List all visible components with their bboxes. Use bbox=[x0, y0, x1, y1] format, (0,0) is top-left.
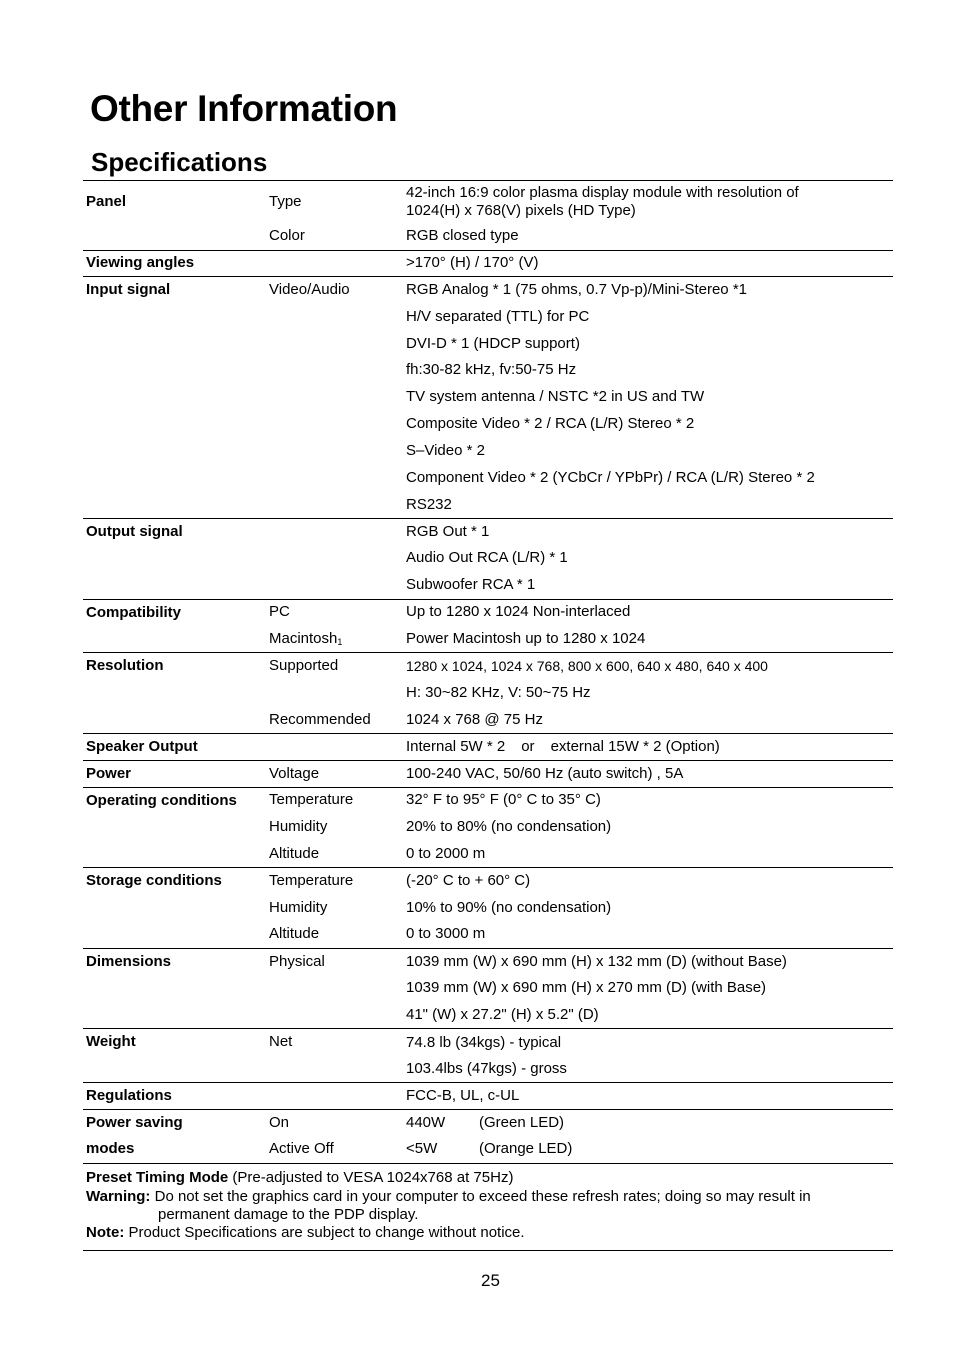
spec-value-regulations: FCC-B, UL, c-UL bbox=[406, 1087, 520, 1104]
spec-value-temperature: 32° F to 95° F (0° C to 35° C) bbox=[406, 791, 601, 808]
footnote-marker: 1 bbox=[337, 637, 343, 647]
spec-label-weight: Weight bbox=[86, 1033, 136, 1050]
spec-value-weight: 103.4lbs (47kgs) - gross bbox=[406, 1060, 567, 1077]
warning-label: Warning: bbox=[86, 1188, 151, 1205]
row-divider bbox=[83, 1082, 893, 1083]
note-label: Note: bbox=[86, 1224, 125, 1241]
footnote-bottom-rule bbox=[83, 1250, 893, 1251]
spec-key-net: Net bbox=[269, 1033, 293, 1050]
footnote-warning bbox=[86, 1188, 811, 1206]
spec-value-pc: Up to 1280 x 1024 Non-interlaced bbox=[406, 603, 631, 620]
spec-value-color: RGB closed type bbox=[406, 227, 519, 244]
spec-label-panel: Panel bbox=[86, 193, 127, 210]
spec-key-active-off: Active Off bbox=[269, 1140, 334, 1157]
spec-value-speaker bbox=[406, 737, 720, 756]
spec-value-input: H/V separated (TTL) for PC bbox=[406, 308, 590, 325]
spec-value-temperature: (-20° C to + 60° C) bbox=[406, 872, 531, 889]
spec-key-on: On bbox=[269, 1114, 290, 1131]
spec-value-weight: 74.8 lb (34kgs) - typical bbox=[406, 1034, 562, 1051]
row-divider bbox=[83, 250, 893, 251]
preset-text: (Pre-adjusted to VESA 1024x768 at 75Hz) bbox=[228, 1169, 514, 1186]
spec-value-input: RGB Analog * 1 (75 ohms, 0.7 Vp-p)/Mini-Stereo *1 bbox=[406, 281, 748, 298]
row-divider bbox=[83, 787, 893, 788]
spec-value-viewing-angles: >170° (H) / 170° (V) bbox=[406, 254, 539, 271]
spec-value-dimensions: 1039 mm (W) x 690 mm (H) x 270 mm (D) (with Base) bbox=[406, 979, 767, 996]
table-top-rule bbox=[83, 180, 893, 181]
warning-text: Do not set the graphics card in your computer to exceed these refresh rates; doing so may result in bbox=[150, 1188, 811, 1205]
speaker-external: external 15W * 2 (Option) bbox=[550, 738, 720, 755]
spec-label-dimensions: Dimensions bbox=[86, 953, 172, 970]
speaker-internal: Internal 5W * 2 bbox=[406, 738, 506, 755]
spec-label-input-signal: Input signal bbox=[86, 281, 171, 298]
spec-label-regulations: Regulations bbox=[86, 1087, 172, 1104]
spec-value-recommended: 1024 x 768 @ 75 Hz bbox=[406, 711, 543, 728]
spec-value-dimensions: 1039 mm (W) x 690 mm (H) x 132 mm (D) (without Base) bbox=[406, 953, 787, 970]
row-divider bbox=[83, 599, 893, 600]
section-title: Specifications bbox=[91, 147, 268, 177]
row-divider bbox=[83, 948, 893, 949]
page-title: Other Information bbox=[90, 88, 398, 129]
spec-value-supported: 1280 x 1024, 1024 x 768, 800 x 600, 640 x 480, 640 x 400 bbox=[406, 658, 768, 674]
spec-key-physical: Physical bbox=[269, 953, 325, 970]
spec-key-voltage: Voltage bbox=[269, 765, 320, 782]
spec-value-output: Audio Out RCA (L/R) * 1 bbox=[406, 549, 568, 566]
spec-label-viewing-angles: Viewing angles bbox=[86, 254, 195, 271]
spec-value-off-watt: <5W bbox=[406, 1140, 438, 1157]
spec-value-on-led: (Green LED) bbox=[479, 1114, 565, 1131]
row-divider bbox=[83, 1163, 893, 1164]
spec-value-input: Component Video * 2 (YCbCr / YPbPr) / RCA (L/R) Stereo * 2 bbox=[406, 469, 815, 486]
spec-value-off-led: (Orange LED) bbox=[479, 1140, 573, 1157]
row-divider bbox=[83, 867, 893, 868]
preset-label: Preset Timing Mode bbox=[86, 1169, 229, 1186]
spec-value-voltage: 100-240 VAC, 50/60 Hz (auto switch) , 5A bbox=[406, 765, 684, 782]
note-text: Product Specifications are subject to change without notice. bbox=[124, 1224, 525, 1241]
spec-key-supported: Supported bbox=[269, 657, 339, 674]
row-divider bbox=[83, 652, 893, 653]
row-divider bbox=[83, 733, 893, 734]
spec-label-output-signal: Output signal bbox=[86, 523, 183, 540]
spec-key-macintosh bbox=[269, 629, 342, 652]
row-divider bbox=[83, 276, 893, 277]
spec-label-compatibility: Compatibility bbox=[86, 604, 182, 621]
spec-value-frequency: H: 30~82 KHz, V: 50~75 Hz bbox=[406, 684, 591, 701]
spec-value-type-line2: 1024(H) x 768(V) pixels (HD Type) bbox=[406, 202, 636, 219]
spec-label-power-saving: Power saving bbox=[86, 1114, 183, 1131]
spec-key-humidity: Humidity bbox=[269, 899, 328, 916]
row-divider bbox=[83, 518, 893, 519]
spec-key-video-audio: Video/Audio bbox=[269, 281, 350, 298]
spec-value-altitude: 0 to 2000 m bbox=[406, 845, 486, 862]
spec-value-output: RGB Out * 1 bbox=[406, 523, 490, 540]
spec-value-altitude: 0 to 3000 m bbox=[406, 925, 486, 942]
macintosh-label: Macintosh bbox=[269, 630, 338, 647]
spec-value-type-line1: 42-inch 16:9 color plasma display module with resolution of bbox=[406, 184, 799, 201]
spec-key-altitude: Altitude bbox=[269, 925, 320, 942]
page-number: 25 bbox=[481, 1271, 500, 1290]
spec-value-on-watt: 440W bbox=[406, 1114, 446, 1131]
spec-value-dimensions: 41" (W) x 27.2" (H) x 5.2" (D) bbox=[406, 1006, 599, 1023]
speaker-or: or bbox=[521, 738, 535, 755]
spec-key-pc: PC bbox=[269, 603, 290, 620]
spec-value-output: Subwoofer RCA * 1 bbox=[406, 576, 536, 593]
spec-key-recommended: Recommended bbox=[269, 711, 371, 728]
spec-label-storage-conditions: Storage conditions bbox=[86, 872, 222, 889]
spec-label-operating-conditions: Operating conditions bbox=[86, 792, 237, 809]
spec-value-input: TV system antenna / NSTC *2 in US and TW bbox=[406, 388, 705, 405]
footnote-preset-timing bbox=[86, 1169, 513, 1187]
spec-key-type: Type bbox=[269, 193, 302, 210]
spec-value-input: fh:30-82 kHz, fv:50-75 Hz bbox=[406, 361, 577, 378]
spec-label-power-saving-modes: modes bbox=[86, 1140, 135, 1157]
spec-key-temperature: Temperature bbox=[269, 872, 354, 889]
row-divider bbox=[83, 760, 893, 761]
spec-label-speaker-output: Speaker Output bbox=[86, 738, 198, 755]
spec-value-input: RS232 bbox=[406, 496, 452, 513]
spec-value-humidity: 20% to 80% (no condensation) bbox=[406, 818, 612, 835]
spec-value-input: DVI-D * 1 (HDCP support) bbox=[406, 335, 580, 352]
footnote-note bbox=[86, 1224, 525, 1242]
spec-key-humidity: Humidity bbox=[269, 818, 328, 835]
spec-label-power: Power bbox=[86, 765, 132, 782]
spec-value-input: S–Video * 2 bbox=[406, 442, 485, 459]
spec-key-color: Color bbox=[269, 227, 305, 244]
spec-key-altitude: Altitude bbox=[269, 845, 320, 862]
row-divider bbox=[83, 1109, 893, 1110]
footnote-warning-continued: permanent damage to the PDP display. bbox=[158, 1206, 419, 1223]
spec-value-macintosh: Power Macintosh up to 1280 x 1024 bbox=[406, 630, 646, 647]
spec-value-input: Composite Video * 2 / RCA (L/R) Stereo * 2 bbox=[406, 415, 695, 432]
row-divider bbox=[83, 1028, 893, 1029]
spec-value-humidity: 10% to 90% (no condensation) bbox=[406, 899, 612, 916]
spec-key-temperature: Temperature bbox=[269, 791, 354, 808]
spec-label-resolution: Resolution bbox=[86, 657, 164, 674]
